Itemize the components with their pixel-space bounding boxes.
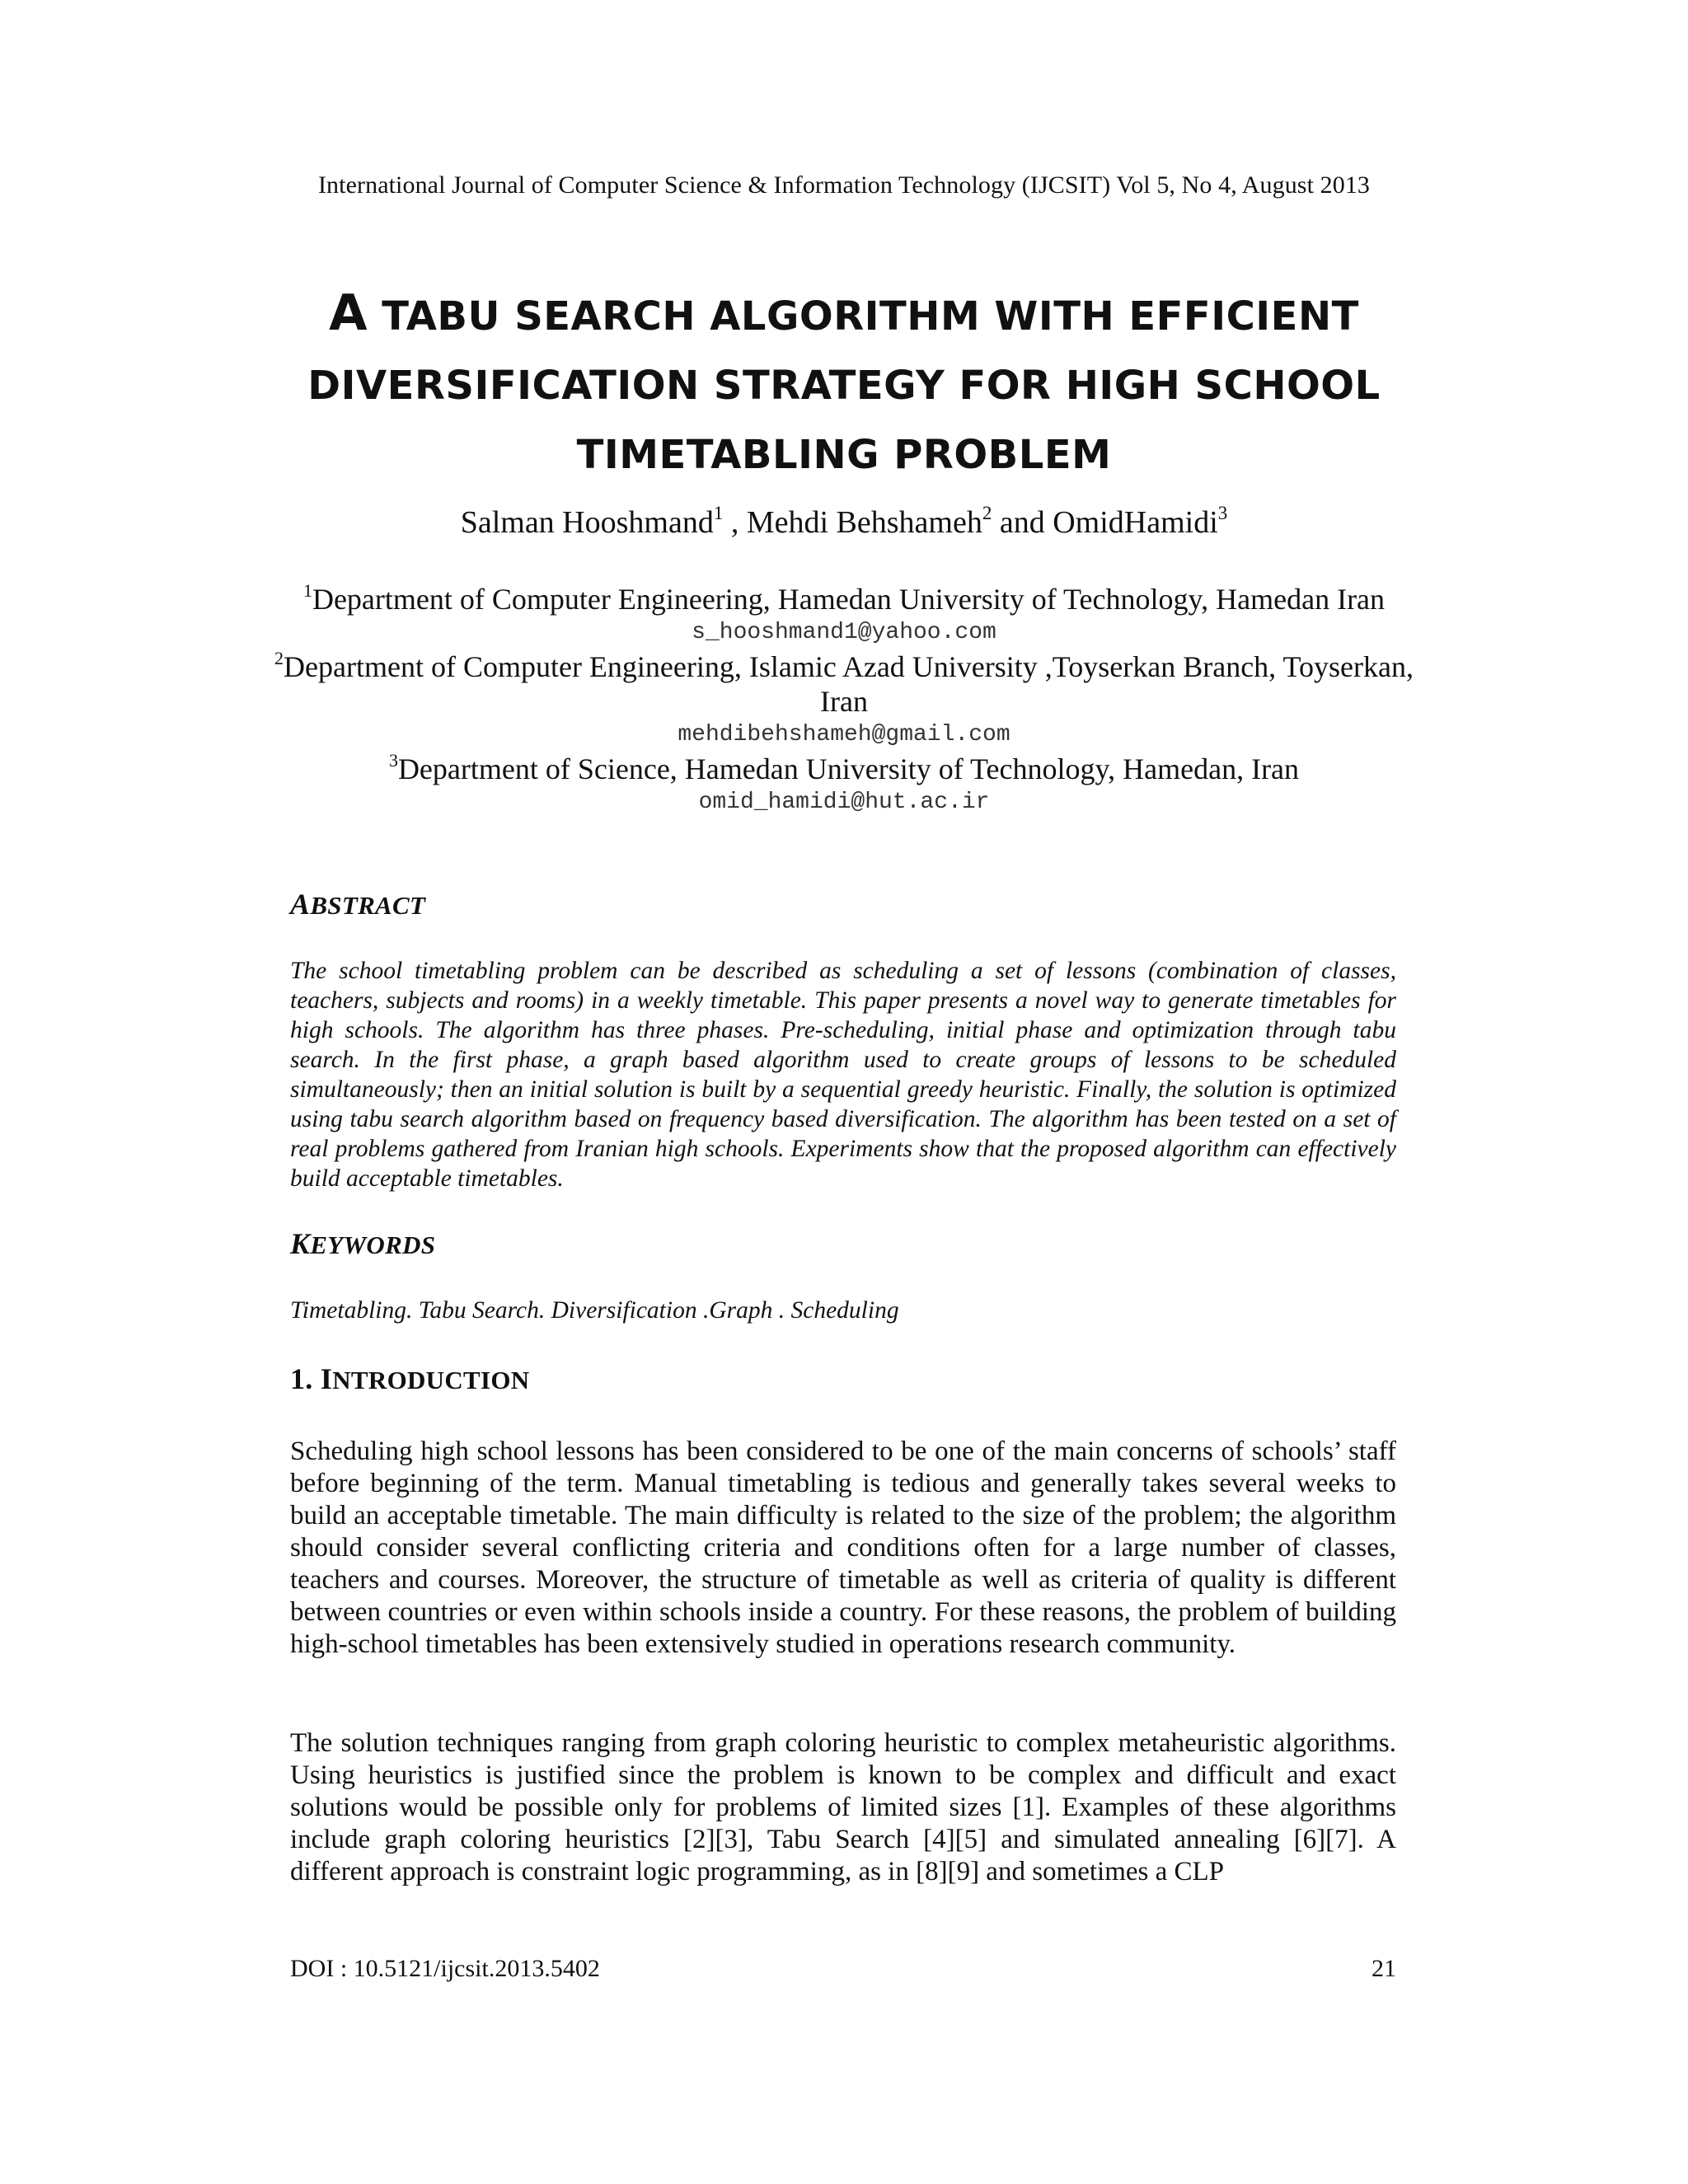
running-head: International Journal of Computer Science & Information Technology (IJCSIT) Vol 5, No 4, August 2013 xyxy=(317,171,1371,199)
author-name: Mehdi Behshameh xyxy=(746,505,982,540)
affiliation-1 xyxy=(272,582,1416,616)
affiliation-text: Department of Computer Engineering, Hamedan University of Technology, Hamedan Iran xyxy=(312,583,1386,616)
author-name: OmidHamidi xyxy=(1053,505,1218,540)
author-separator: and xyxy=(992,505,1053,540)
affiliation-superscript: 3 xyxy=(388,750,398,771)
title-line-1-rest: TABU SEARCH ALGORITHM WITH EFFICIENT xyxy=(368,293,1359,340)
footer-doi[interactable]: DOI : 10.5121/ijcsit.2013.5402 xyxy=(290,1955,600,1982)
author-separator: , xyxy=(723,505,747,540)
heading-cap-letter: K xyxy=(290,1227,311,1260)
title-first-letter: A xyxy=(329,284,368,342)
heading-rest: NTRODUCTION xyxy=(332,1366,530,1394)
affiliation-superscript: 2 xyxy=(274,648,284,668)
author-superscript: 1 xyxy=(713,503,724,523)
page-number: 21 xyxy=(1372,1955,1396,1982)
affiliation-2 xyxy=(272,649,1416,719)
introduction-paragraph-2: The solution techniques ranging from graph coloring heuristic to complex metaheuristic algorithms. Using heuristics is justified since the problem is known to be complex and difficult and exact solutions would be possible only for problems of limited sizes [1]. Examples of these algorithms include graph coloring heuristics [2][3], Tabu Search [4][5] and simulated annealing [6][7]. A different approach is constraint logic programming, as in [8][9] and sometimes a CLP xyxy=(290,1728,1396,1886)
heading-rest: EYWORDS xyxy=(310,1230,436,1259)
affiliations xyxy=(272,582,1416,819)
affiliation-email[interactable]: s_hooshmand1@yahoo.com xyxy=(692,620,996,645)
title-line-1 xyxy=(165,279,1523,351)
author-list xyxy=(0,504,1688,541)
affiliation-3 xyxy=(272,752,1416,786)
author-superscript: 3 xyxy=(1217,503,1228,523)
heading-cap-letter: I xyxy=(320,1362,333,1395)
heading-rest: BSTRACT xyxy=(310,891,426,920)
affiliation-superscript: 1 xyxy=(302,580,312,601)
introduction-paragraph-1: Scheduling high school lessons has been considered to be one of the main concerns of schools’ staff before beginning of the term. Manual timetabling is tedious and generally takes several weeks to build an acceptable timetable. The main difficulty is related to the size of the problem; the algorithm should consider several conflicting criteria and conditions often for a large number of classes, teachers and courses. Moreover, the structure of timetable as well as criteria of quality is different between countries or even within schools inside a country. For these reasons, the problem of building high-school timetables has been extensively studied in operations research community. xyxy=(290,1436,1396,1659)
keywords-text: Timetabling. Tabu Search. Diversification .Graph . Scheduling xyxy=(290,1297,899,1324)
title-line-3: TIMETABLING PROBLEM xyxy=(576,432,1112,478)
affiliation-email[interactable]: omid_hamidi@hut.ac.ir xyxy=(698,790,990,815)
abstract-text: The school timetabling problem can be described as scheduling a set of lessons (combination of classes, teachers, subjects and rooms) in a weekly timetable. This paper presents a novel way to generate timetables for high schools. The algorithm has three phases. Pre-scheduling, initial phase and optimization through tabu search. In the first phase, a graph based algorithm used to create groups of lessons to be scheduled simultaneously; then an initial solution is built by a sequential greedy heuristic. Finally, the solution is optimized using tabu search algorithm based on frequency based diversification. The algorithm has been tested on a set of real problems gathered from Iranian high schools. Experiments show that the proposed algorithm can effectively build acceptable timetables. xyxy=(290,958,1396,1192)
heading-cap-letter: A xyxy=(290,888,311,921)
keywords-heading xyxy=(290,1226,435,1261)
author-superscript: 2 xyxy=(982,503,992,523)
title-line-2: DIVERSIFICATION STRATEGY FOR HIGH SCHOOL xyxy=(307,363,1381,409)
abstract-heading xyxy=(290,887,425,921)
paper-title xyxy=(165,279,1523,490)
affiliation-email[interactable]: mehdibehshameh@gmail.com xyxy=(678,722,1010,748)
heading-number: 1. xyxy=(290,1362,321,1395)
introduction-heading xyxy=(290,1361,530,1396)
author-name: Salman Hooshmand xyxy=(460,505,714,540)
affiliation-text: Department of Computer Engineering, Islamic Azad University ,Toyserkan Branch, Toyserkan, Iran xyxy=(284,650,1414,718)
affiliation-text: Department of Science, Hamedan University of Technology, Hamedan, Iran xyxy=(397,752,1300,785)
